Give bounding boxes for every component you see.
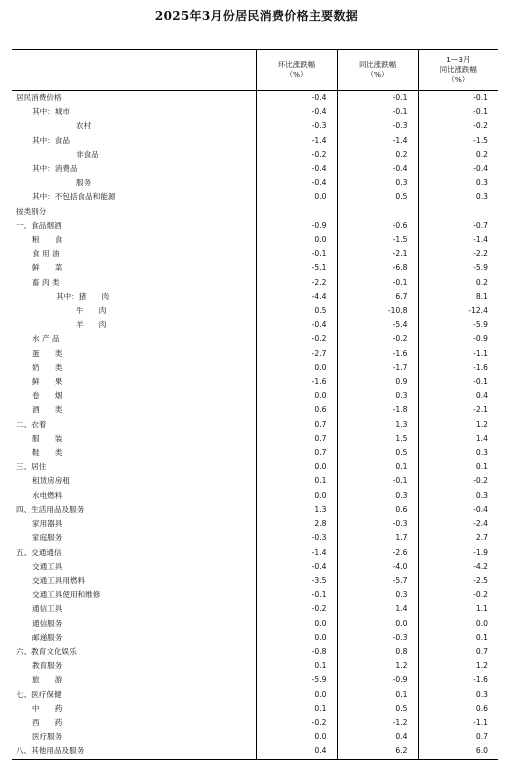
cell-yoy: 0.3 — [337, 489, 418, 503]
row-label: 鲜 菜 — [12, 261, 256, 275]
cell-yoy: -0.9 — [337, 673, 418, 687]
row-label: 农村 — [12, 119, 256, 133]
cell-mom: 0.0 — [256, 730, 337, 744]
cell-mom: -1.4 — [256, 546, 337, 560]
table-row — [12, 276, 498, 290]
cell-mom: 0.7 — [256, 432, 337, 446]
cell-mom: -0.4 — [256, 318, 337, 332]
cell-mom: 0.1 — [256, 659, 337, 673]
header-mom — [256, 50, 337, 91]
cell-mom: -0.2 — [256, 332, 337, 346]
cell-mom: -4.4 — [256, 290, 337, 304]
header-item — [12, 50, 256, 91]
row-label: 八、其他用品及服务 — [12, 744, 256, 759]
cell-cum: 0.3 — [418, 446, 498, 460]
row-label: 畜 肉 类 — [12, 276, 256, 290]
cell-mom: 0.0 — [256, 688, 337, 702]
table-row — [12, 574, 498, 588]
cell-mom: 0.6 — [256, 403, 337, 417]
table-row — [12, 119, 498, 133]
header-cum-unit: （%） — [447, 75, 470, 84]
cell-cum: -4.2 — [418, 560, 498, 574]
cell-cum: -0.7 — [418, 219, 498, 233]
table-row — [12, 233, 498, 247]
table-row — [12, 602, 498, 616]
table-row — [12, 531, 498, 545]
row-label: 二、衣着 — [12, 418, 256, 432]
row-label: 居民消费价格 — [12, 91, 256, 106]
cell-cum: 1.4 — [418, 432, 498, 446]
table-row — [12, 688, 498, 702]
cell-cum: -1.9 — [418, 546, 498, 560]
cell-yoy: 0.5 — [337, 702, 418, 716]
cell-mom: -0.2 — [256, 716, 337, 730]
table-row — [12, 205, 498, 219]
table-row — [12, 304, 498, 318]
cell-mom: -0.4 — [256, 105, 337, 119]
cell-yoy: 0.2 — [337, 148, 418, 162]
cell-yoy: -0.2 — [337, 332, 418, 346]
row-label: 卷 烟 — [12, 389, 256, 403]
table-row — [12, 631, 498, 645]
row-label: 邮递服务 — [12, 631, 256, 645]
header-mom-unit: （%） — [285, 70, 308, 79]
header-yoy — [337, 50, 418, 91]
row-label: 一、食品烟酒 — [12, 219, 256, 233]
table-row — [12, 162, 498, 176]
cell-mom: -0.4 — [256, 560, 337, 574]
cell-cum: 0.3 — [418, 688, 498, 702]
table-row — [12, 730, 498, 744]
cell-yoy: 0.8 — [337, 645, 418, 659]
cell-mom: 0.0 — [256, 233, 337, 247]
row-label: 其中：城市 — [12, 105, 256, 119]
table-row — [12, 744, 498, 759]
cell-cum: 1.1 — [418, 602, 498, 616]
table-row — [12, 332, 498, 346]
cell-mom: -5.1 — [256, 261, 337, 275]
row-label: 五、交通通信 — [12, 546, 256, 560]
row-label: 七、医疗保健 — [12, 688, 256, 702]
header-cum — [418, 50, 498, 91]
cell-cum: 1.2 — [418, 659, 498, 673]
row-label: 水 产 品 — [12, 332, 256, 346]
cell-cum: -2.4 — [418, 517, 498, 531]
cell-yoy: -1.2 — [337, 716, 418, 730]
cell-cum: 0.3 — [418, 190, 498, 204]
cell-yoy: -0.1 — [337, 91, 418, 106]
cell-mom: -1.6 — [256, 375, 337, 389]
header-yoy-unit: （%） — [366, 70, 389, 79]
cell-yoy: -2.6 — [337, 546, 418, 560]
table-row — [12, 517, 498, 531]
header-mom-title: 环比涨跌幅 — [278, 60, 315, 69]
cell-cum: 0.3 — [418, 176, 498, 190]
cell-mom: 0.1 — [256, 474, 337, 488]
cell-cum: -1.1 — [418, 347, 498, 361]
cell-mom: -0.2 — [256, 148, 337, 162]
row-label: 牛 肉 — [12, 304, 256, 318]
cell-cum: -0.2 — [418, 119, 498, 133]
row-label: 其中：不包括食品和能源 — [12, 190, 256, 204]
cell-cum: 0.1 — [418, 460, 498, 474]
cell-mom: -5.9 — [256, 673, 337, 687]
document-title: 2025年3月份居民消费价格主要数据 — [154, 9, 359, 23]
cell-yoy: 1.4 — [337, 602, 418, 616]
table-row — [12, 460, 498, 474]
cell-cum: -2.5 — [418, 574, 498, 588]
table-row — [12, 702, 498, 716]
row-label: 酒 类 — [12, 403, 256, 417]
cell-yoy: 1.5 — [337, 432, 418, 446]
row-label: 交通工具用燃料 — [12, 574, 256, 588]
cell-mom: -0.4 — [256, 91, 337, 106]
row-label: 羊 肉 — [12, 318, 256, 332]
table-row — [12, 617, 498, 631]
table-row — [12, 190, 498, 204]
table-row — [12, 418, 498, 432]
row-label: 西 药 — [12, 716, 256, 730]
cell-yoy: -0.3 — [337, 517, 418, 531]
table-row — [12, 261, 498, 275]
table-header-row — [12, 50, 498, 91]
row-label: 非食品 — [12, 148, 256, 162]
row-label: 服务 — [12, 176, 256, 190]
cell-mom: -0.1 — [256, 247, 337, 261]
table-row — [12, 219, 498, 233]
cell-cum: 0.7 — [418, 730, 498, 744]
cell-cum: -1.4 — [418, 233, 498, 247]
cell-cum: -0.4 — [418, 503, 498, 517]
cell-mom: -0.9 — [256, 219, 337, 233]
cell-yoy: 1.2 — [337, 659, 418, 673]
table-row — [12, 546, 498, 560]
header-cum-period: 1—3月 — [446, 55, 471, 64]
cell-cum: 6.0 — [418, 744, 498, 759]
cell-mom: 0.0 — [256, 617, 337, 631]
cell-yoy: -0.1 — [337, 105, 418, 119]
cell-mom: -0.4 — [256, 176, 337, 190]
cell-mom: -0.3 — [256, 531, 337, 545]
row-label: 蛋 类 — [12, 347, 256, 361]
cell-yoy: 0.0 — [337, 617, 418, 631]
table-row — [12, 247, 498, 261]
cell-yoy: 1.3 — [337, 418, 418, 432]
row-label: 其中：食品 — [12, 134, 256, 148]
row-label: 通信服务 — [12, 617, 256, 631]
cell-yoy: 0.4 — [337, 730, 418, 744]
cell-cum — [418, 205, 498, 219]
cell-yoy: 0.3 — [337, 588, 418, 602]
cell-yoy: 0.5 — [337, 446, 418, 460]
cell-cum: 1.2 — [418, 418, 498, 432]
cell-cum: -12.4 — [418, 304, 498, 318]
cell-mom: -0.1 — [256, 588, 337, 602]
cell-yoy: -0.1 — [337, 474, 418, 488]
row-label: 服 装 — [12, 432, 256, 446]
row-label: 教育服务 — [12, 659, 256, 673]
table-row — [12, 673, 498, 687]
row-label: 旅 游 — [12, 673, 256, 687]
cell-yoy: -1.8 — [337, 403, 418, 417]
cell-yoy: -5.4 — [337, 318, 418, 332]
cell-cum: 0.1 — [418, 631, 498, 645]
cell-mom: -2.7 — [256, 347, 337, 361]
cell-yoy: 0.1 — [337, 688, 418, 702]
cell-cum: -1.1 — [418, 716, 498, 730]
row-label: 四、生活用品及服务 — [12, 503, 256, 517]
cell-mom: -0.8 — [256, 645, 337, 659]
cell-yoy: 1.7 — [337, 531, 418, 545]
row-label: 鞋 类 — [12, 446, 256, 460]
row-label: 鲜 果 — [12, 375, 256, 389]
cell-mom: 0.0 — [256, 489, 337, 503]
table-body — [12, 91, 498, 760]
cell-yoy: 0.3 — [337, 176, 418, 190]
table-row — [12, 290, 498, 304]
row-label: 其中：消费品 — [12, 162, 256, 176]
row-label: 粮 食 — [12, 233, 256, 247]
cell-yoy: -1.4 — [337, 134, 418, 148]
cell-yoy: -0.1 — [337, 276, 418, 290]
row-label: 医疗服务 — [12, 730, 256, 744]
cell-cum: -0.4 — [418, 162, 498, 176]
table-row — [12, 645, 498, 659]
cell-yoy: 6.7 — [337, 290, 418, 304]
cell-mom: -0.2 — [256, 602, 337, 616]
row-label: 食 用 油 — [12, 247, 256, 261]
cell-mom: -0.3 — [256, 119, 337, 133]
cell-yoy: -0.3 — [337, 631, 418, 645]
cpi-data-table — [12, 49, 498, 760]
cell-mom: 0.0 — [256, 190, 337, 204]
row-label: 奶 类 — [12, 361, 256, 375]
row-label: 家庭服务 — [12, 531, 256, 545]
cell-mom: -2.2 — [256, 276, 337, 290]
cell-cum: 0.2 — [418, 276, 498, 290]
table-row — [12, 105, 498, 119]
cell-cum: -0.2 — [418, 474, 498, 488]
cell-mom: 0.1 — [256, 702, 337, 716]
cell-cum: -0.2 — [418, 588, 498, 602]
table-row — [12, 148, 498, 162]
table-row — [12, 432, 498, 446]
row-label: 家用器具 — [12, 517, 256, 531]
cell-mom: 0.4 — [256, 744, 337, 759]
cell-yoy: -0.6 — [337, 219, 418, 233]
row-label: 租赁房房租 — [12, 474, 256, 488]
cell-cum: -1.6 — [418, 361, 498, 375]
table-row — [12, 659, 498, 673]
row-label: 中 药 — [12, 702, 256, 716]
table-row — [12, 716, 498, 730]
cell-cum: 0.4 — [418, 389, 498, 403]
cell-yoy — [337, 205, 418, 219]
row-label: 按类别分 — [12, 205, 256, 219]
table-row — [12, 560, 498, 574]
cell-mom: -0.4 — [256, 162, 337, 176]
cell-mom: 0.5 — [256, 304, 337, 318]
cell-cum: -0.1 — [418, 91, 498, 106]
cell-yoy: -0.3 — [337, 119, 418, 133]
table-row — [12, 91, 498, 106]
cell-yoy: -1.6 — [337, 347, 418, 361]
cell-yoy: -4.0 — [337, 560, 418, 574]
cell-yoy: 0.9 — [337, 375, 418, 389]
cell-cum: 0.0 — [418, 617, 498, 631]
cell-cum: -0.1 — [418, 105, 498, 119]
table-row — [12, 489, 498, 503]
cell-mom: -3.5 — [256, 574, 337, 588]
cell-mom — [256, 205, 337, 219]
cell-yoy: -6.8 — [337, 261, 418, 275]
cell-cum: 0.7 — [418, 645, 498, 659]
header-yoy-title: 同比涨跌幅 — [359, 60, 396, 69]
cell-cum: 0.6 — [418, 702, 498, 716]
row-label: 交通工具 — [12, 560, 256, 574]
cell-mom: 0.7 — [256, 418, 337, 432]
cell-yoy: -1.7 — [337, 361, 418, 375]
cell-mom: 2.8 — [256, 517, 337, 531]
row-label: 水电燃料 — [12, 489, 256, 503]
cell-cum: -2.1 — [418, 403, 498, 417]
row-label: 通信工具 — [12, 602, 256, 616]
cell-yoy: -1.5 — [337, 233, 418, 247]
table-row — [12, 403, 498, 417]
cell-mom: 0.0 — [256, 631, 337, 645]
table-row — [12, 318, 498, 332]
table-row — [12, 361, 498, 375]
cell-yoy: 0.6 — [337, 503, 418, 517]
cell-yoy: -10.8 — [337, 304, 418, 318]
cell-cum: -0.1 — [418, 375, 498, 389]
cell-mom: 0.7 — [256, 446, 337, 460]
table-row — [12, 134, 498, 148]
cell-cum: -2.2 — [418, 247, 498, 261]
cell-cum: -1.6 — [418, 673, 498, 687]
cell-yoy: -5.7 — [337, 574, 418, 588]
row-label: 六、教育文化娱乐 — [12, 645, 256, 659]
cell-cum: 0.2 — [418, 148, 498, 162]
cell-yoy: 0.5 — [337, 190, 418, 204]
cell-cum: 2.7 — [418, 531, 498, 545]
table-row — [12, 389, 498, 403]
row-label: 交通工具使用和维修 — [12, 588, 256, 602]
header-cum-title: 同比涨跌幅 — [439, 65, 477, 74]
cell-cum: -5.9 — [418, 261, 498, 275]
cell-mom: 1.3 — [256, 503, 337, 517]
cell-yoy: -0.4 — [337, 162, 418, 176]
cell-cum: -0.9 — [418, 332, 498, 346]
cell-yoy: 0.1 — [337, 460, 418, 474]
table-row — [12, 474, 498, 488]
cell-cum: -1.5 — [418, 134, 498, 148]
cell-yoy: 6.2 — [337, 744, 418, 759]
table-row — [12, 503, 498, 517]
cell-yoy: -2.1 — [337, 247, 418, 261]
table-row — [12, 347, 498, 361]
row-label: 三、居住 — [12, 460, 256, 474]
cell-mom: -1.4 — [256, 134, 337, 148]
table-row — [12, 375, 498, 389]
table-row — [12, 446, 498, 460]
cell-mom: 0.0 — [256, 389, 337, 403]
cell-mom: 0.0 — [256, 361, 337, 375]
cell-cum: 0.3 — [418, 489, 498, 503]
table-row — [12, 588, 498, 602]
table-row — [12, 176, 498, 190]
cell-cum: -5.9 — [418, 318, 498, 332]
row-label: 其中：猪 肉 — [12, 290, 256, 304]
cell-mom: 0.0 — [256, 460, 337, 474]
cell-yoy: 0.3 — [337, 389, 418, 403]
cell-cum: 8.1 — [418, 290, 498, 304]
